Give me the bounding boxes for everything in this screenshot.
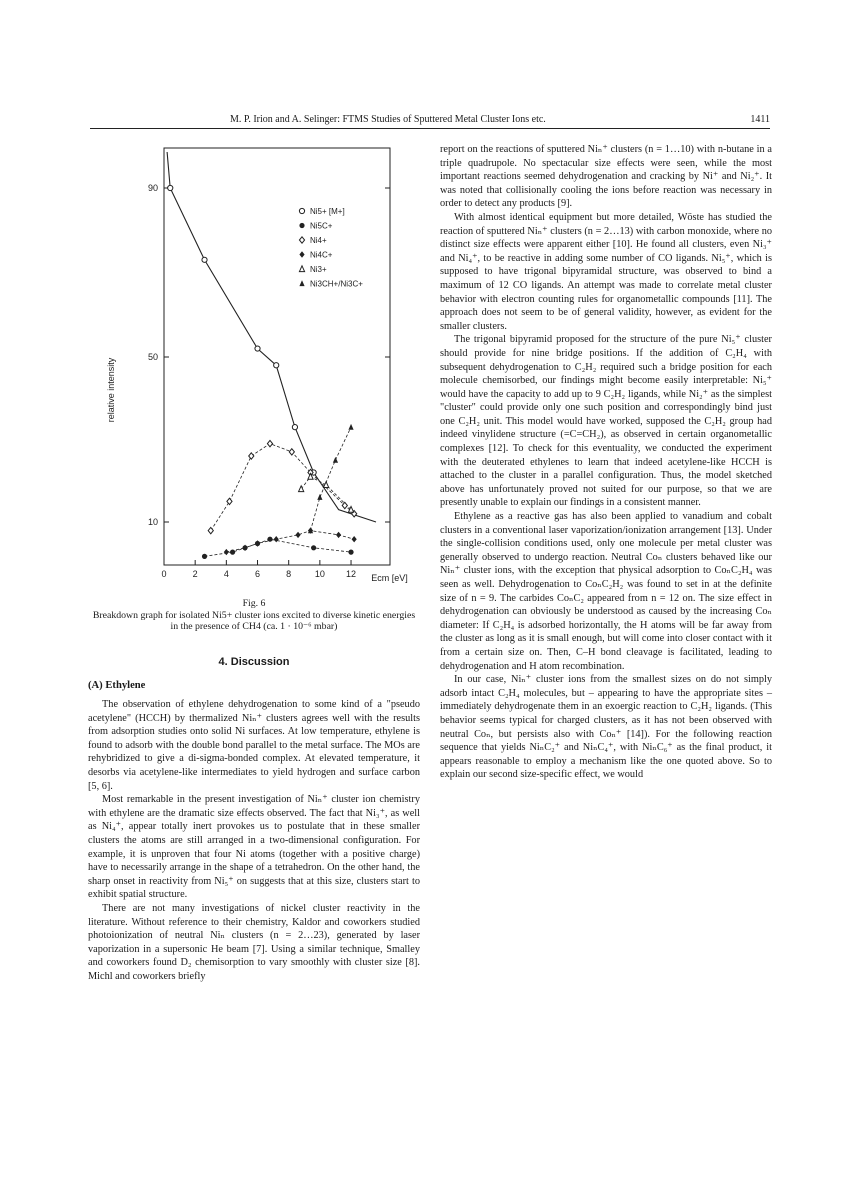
legend-label: Ni5C+ [310,221,333,231]
data-point [317,494,322,500]
data-point [348,550,353,555]
data-point [292,425,297,430]
data-point [333,457,338,463]
breakdown-graph [100,140,410,590]
y-tick-label: 90 [147,183,158,193]
legend-marker [299,208,304,213]
x-tick-label: 0 [161,569,167,579]
data-point [230,550,235,555]
paragraph: The trigonal bipyramid proposed for the structure of the pure Ni₅⁺ cluster should provide for nine bridge positions. If the addition of C₂H₄ with subsequent dehydrogenation to C₂H₂ required such a bridge position for each molecule chemisorbed, our findings might become easily interpretable: Ni₅⁺ would have the capacity to add up to 9 C₂H₂ ligands, while Ni₂⁺ as the simplest "cluster" could provide only one such position and correspondingly bind just one C₂H₂ unit. This model would have worked, supposed the C₂H₂ group had indeed vinylidene structure (=C=CH₂), as observed in certain organometallic complexes [12]. To check for this eventuality, we conducted the experiment with the deuterated ethylenes to learn that indeed acetylene-like HCCH is attached to the cluster in a parallel configuration. Thus, the model sketched above has unfortunately proved not suited for our purpose, so that we are presently unable to explain our findings in a consistent manner. [440,334,772,509]
paragraph: The observation of ethylene dehydrogenation to some kind of a "pseudo acetylene" (HCCH) by thermalized Niₙ⁺ clusters agrees well with the results from adsorption studies onto solid Ni surfaces. At low temperature, ethylene is found to adsorb with the double bond parallel to the metal surface. The MOs are rehybridized to give a di-sigma-bonded complex. At elevated temperature, it desorbs via acetylene-like intermediates to yield hydrogen and surface carbon [5, 6]. [88,699,420,792]
paragraph: report on the reactions of sputtered Niₙ⁺ clusters (n = 1…10) with n-butane in a triple quadrupole. No spectacular size effects were seen, while the most important reactions seemed dehydrogenation and cracking by Ni⁺ and Ni₂⁺. It was noted that collisionally cooling the ions before reaction was necessary in order to detect any products [9]. [440,144,772,210]
paragraph: Most remarkable in the present investigation of Niₙ⁺ cluster ion chemistry with ethylene are the dramatic size effects observed. The fact that Ni₃⁺, as well as Ni₄⁺, appear totally inert provokes us to postulate that in these smaller clusters the atoms are still arranged in a two-dimensional configuration. For example, it is unproven that four Ni atoms (together with a positive charge) have to necessarily arrange in the shape of a tetrahedron. On the other hand, the sharp onset in reactivity from Ni₅⁺ on suggests that at this size, clusters start to exhibit spatial structure. [88,794,420,901]
paragraph: Ethylene as a reactive gas has also been applied to vanadium and cobalt clusters in a conventional laser vaporization/ionization arrangement [13]. Under the single-collision conditions used, only one molecule per metal cluster was generally observed to undergo reaction. Neutral Coₙ clusters behaved like our Niₙ⁺ cluster ions, with the exception that physical adsorption to CoₙC₂H₄ was seen as well. Dehydrogenation to CoₙC₂H₂ was found to set in at the definite size of n = 9. The carbides CoₙC₂ appeared from n = 12 on. The size effect in dehydrogenation can obviously be understood as caused by the increasing Coₙ diameter: If C₂H₄ is adsorbed horizontally, the H atoms will be far away from the cluster as long as it is small enough, but will come into closer contact with it from a certain size on. Then, C–H bond cleavage is facilitated, leading to dehydrogenation and H atom recombination. [440,511,772,672]
plot-frame [164,148,390,565]
paragraph: There are not many investigations of nickel cluster reactivity in the literature. Without reference to their chemistry, Kaldor and coworkers studied photoionization of neutral Niₙ clusters (n = 2…23), generated by laser vaporization in a supersonic He beam [7]. Using a similar technique, Smalley and coworkers found D₂ chemisorption to vary smoothly with cluster size [8]. Michl and coworkers briefly [88,902,420,982]
data-point [352,536,357,542]
x-tick-label: 2 [192,569,198,579]
legend-label: Ni5+ [M+] [310,207,345,216]
y-axis-label: relative intensity [106,357,116,423]
left-column [88,698,420,983]
data-point [348,424,353,430]
data-point [323,482,328,488]
legend-marker [299,223,304,228]
page-number: 1411 [750,114,770,125]
data-point [202,257,207,262]
header-rule [90,128,770,129]
running-title: M. P. Irion and A. Selinger: FTMS Studies of Sputtered Metal Cluster Ions etc. [230,114,546,125]
section-heading: 4. Discussion [218,656,290,668]
paragraph: With almost identical equipment but more detailed, Wöste has studied the reaction of sputtered Niₙ⁺ clusters (n = 2…13) with carbon monoxide, where no distinct size effects were apparent either [10]. He found all clusters, even Ni₃⁺ and Ni₄⁺, to be reactive in adding some number of CO ligands. Ni₅⁺, which is supposed to have trigonal bipyramidal structure, was observed to bind a maximum of 12 CO ligands. An attempt was made to correlate metal cluster behavior with electron counting rules for organometallic compounds [11]. The approach does not seem to be of general validity, however, as evident for the smaller clusters. [440,211,772,332]
right-column [440,143,772,782]
legend-marker [299,237,304,243]
data-point [274,363,279,368]
data-point [289,449,294,455]
legend-label: Ni3+ [310,265,327,274]
data-point [336,532,341,538]
x-tick-label: 8 [286,569,292,579]
figure-caption: Breakdown graph for isolated Ni5+ cluster ions excited to diverse kinetic energies in the presence of CH4 (ca. 1 · 10⁻⁶ mbar) [92,609,416,632]
legend-label: Ni3CH+/Ni3C+ [310,279,363,289]
data-point [242,545,247,551]
y-tick-label: 10 [147,517,158,527]
x-tick-label: 10 [314,569,325,579]
legend-label: Ni4C+ [310,250,333,260]
plot-border [164,148,390,565]
chart-legend [299,207,363,289]
legend-marker [299,251,304,257]
y-tick-label: 50 [147,352,158,362]
x-tick-label: 6 [255,569,261,579]
data-point [274,536,279,542]
data-point [255,346,260,351]
x-axis-label: Ecm [eV] [371,573,408,583]
figure-caption-block [88,598,420,633]
x-tick-label: 12 [346,569,357,579]
data-point [202,554,207,559]
series-line [211,444,354,531]
subsection-heading: (A) Ethylene [88,680,146,691]
data-point [224,549,229,555]
data-point [168,185,173,190]
paragraph: In our case, Niₙ⁺ cluster ions from the smallest sizes on do not simply adsorb intact C₂H₄ molecules, but – appearing to have the appropriate sites – immediately dehydrogenate them in an exoergic reaction to C₂H₂ ligands. (This behavior seems typical for charged clusters, as it has not been observed with neutral Coₙ, but persists also with Coₙ⁺ [14]). For the following reaction sequence that yields NiₙC₂⁺ and NiₙC₄⁺, with NiₙC₆⁺ as the final product, it appears reasonable to employ a mechanism like the one quoted above. So to explain our second size-specific effect, we would [440,674,772,781]
axis-ticks [106,183,408,583]
data-point [255,540,260,546]
data-point [295,532,300,538]
legend-marker [299,280,304,286]
x-tick-label: 4 [223,569,229,579]
data-point [267,440,272,446]
legend-label: Ni4+ [310,236,327,245]
data-point [342,502,347,508]
data-point [267,537,272,542]
data-point [249,453,254,459]
data-point [311,545,316,550]
legend-marker [299,266,304,272]
figure-label: Fig. 6 [242,598,266,609]
